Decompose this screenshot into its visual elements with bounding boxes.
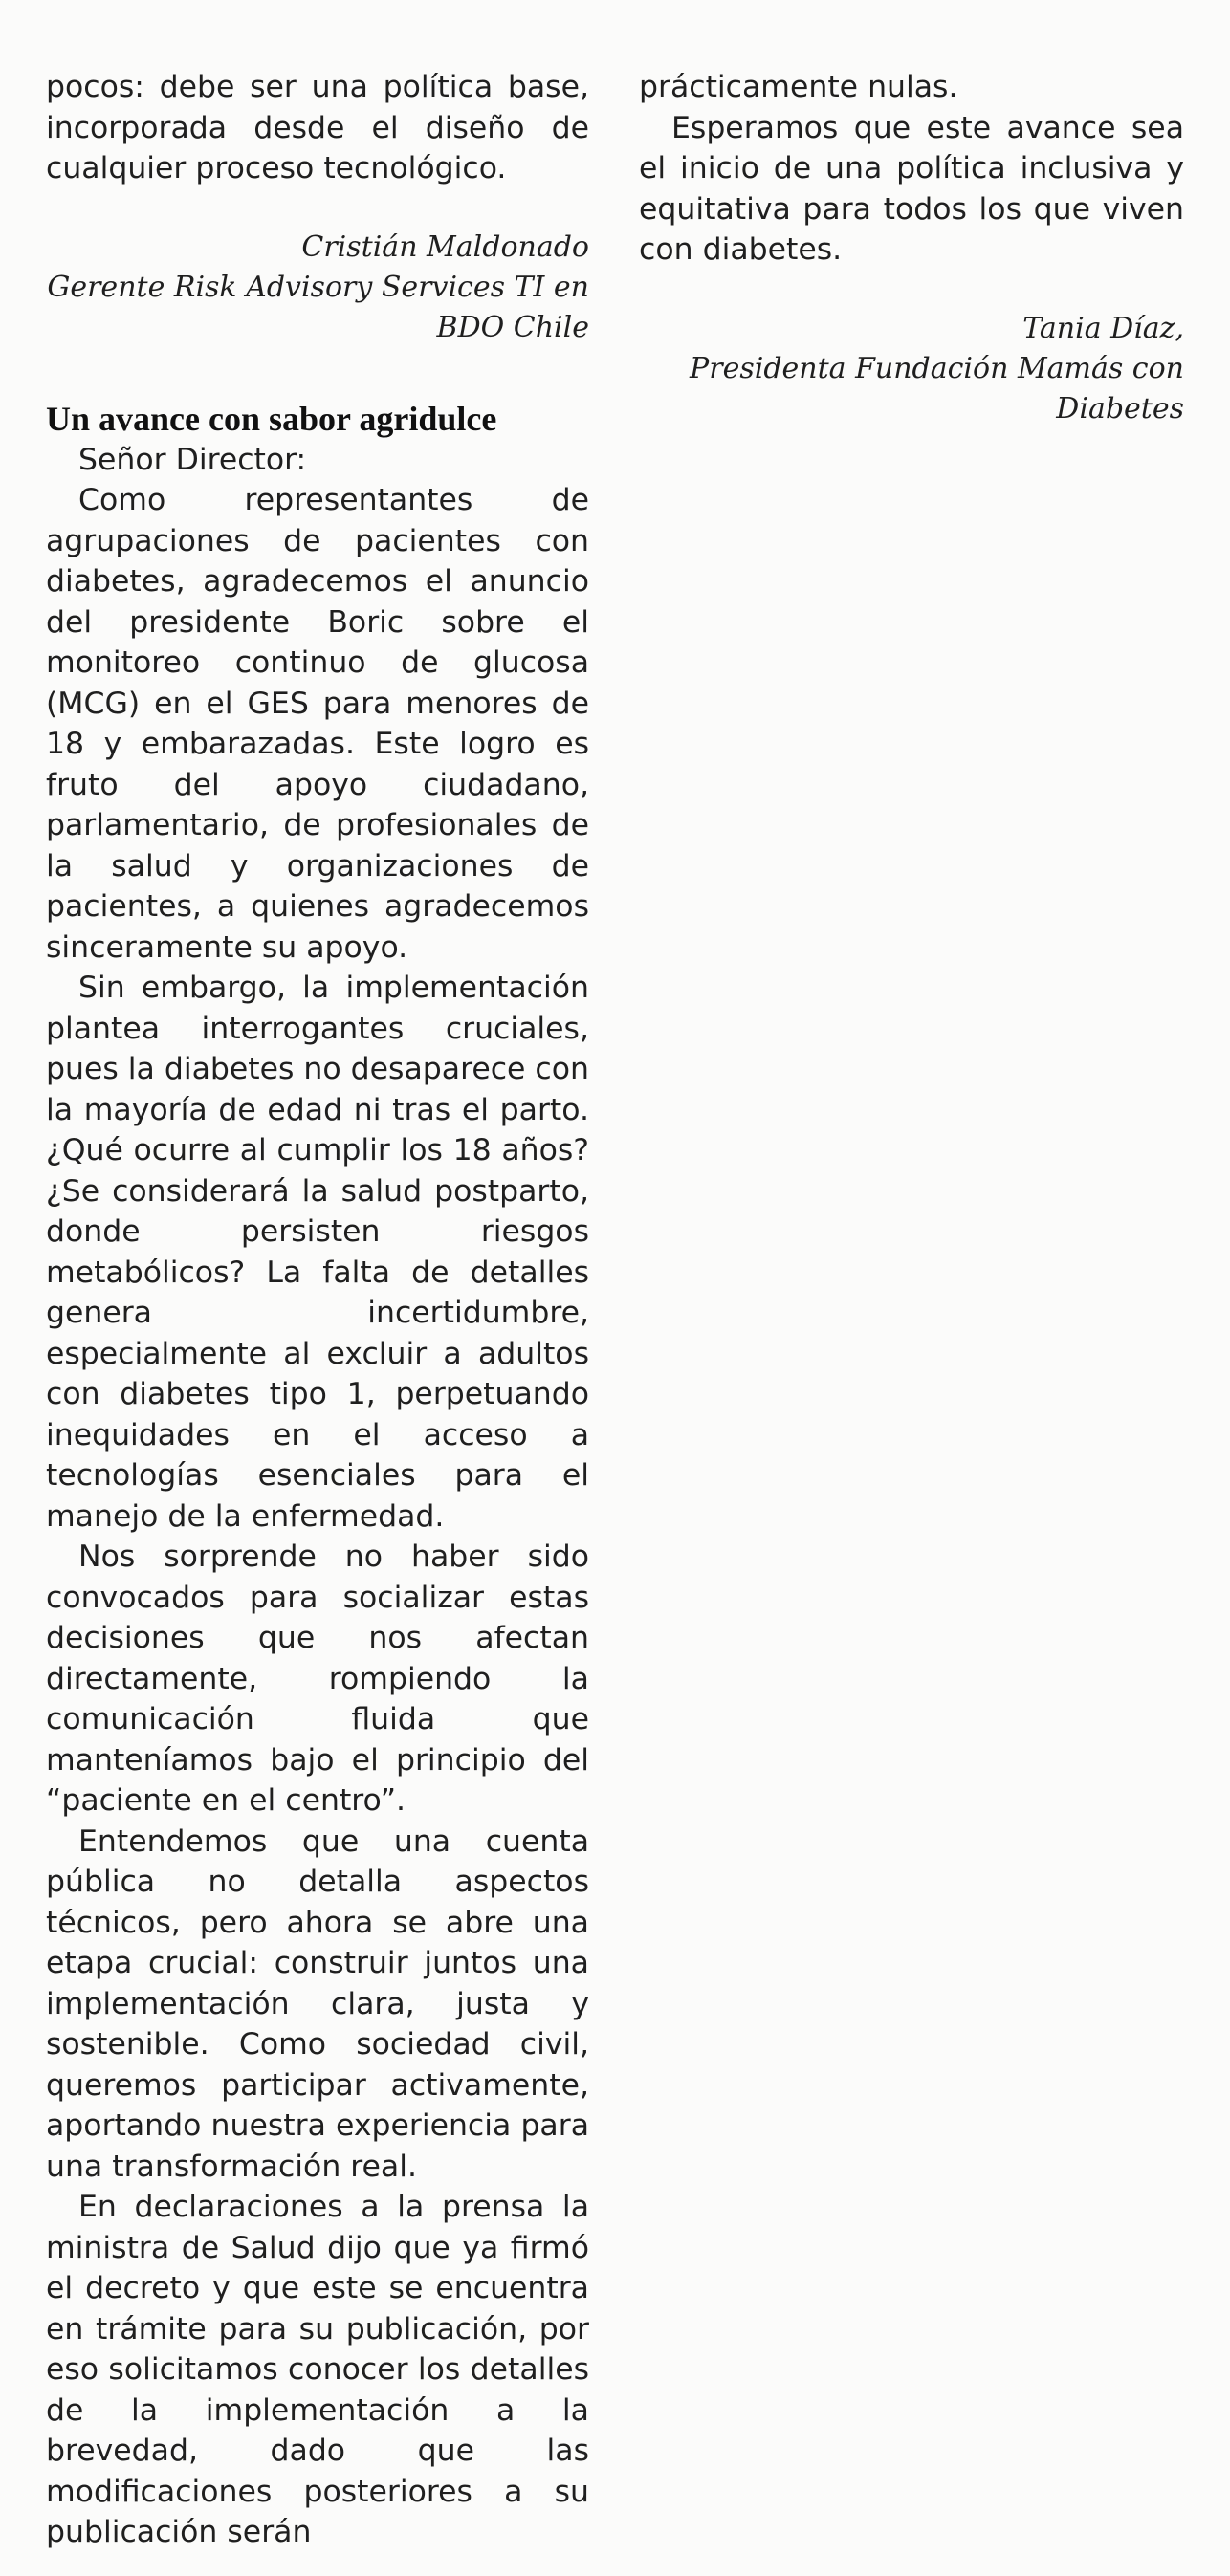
signature-title: Diabetes [1056, 391, 1184, 426]
letter-closing-paragraph: Esperamos que este avance sea el inicio de una política inclusiva y equitativa para todos los que viven con diabetes. [639, 110, 1184, 267]
previous-letter-tail: pocos: debe ser una política base, incorporada desde el diseño de cualquier proceso tecnológico. [46, 70, 589, 186]
letter-paragraph: Sin embargo, la implementación plantea interrogantes cruciales, pues la diabetes no desaparece con la mayoría de edad ni tras el parto. ¿Qué ocurre al cumplir los 18 años? ¿Se considerará la salud postparto, donde persisten riesgos metabólicos? La falta de detalles genera incertidumbre, especialmente al excluir a adultos con diabetes tipo 1, perpetuando inequidades en el acceso a tecnologías esenciales para el manejo de la enfermedad. [46, 971, 589, 1534]
letter-paragraph: Como representantes de agrupaciones de pacientes con diabetes, agradecemos el anuncio del presidente Boric sobre el monitoreo continuo de glucosa (MCG) en el GES para menores de 18 y embarazadas. Este logro es fruto del apoyo ciudadano, parlamentario, de profesionales de la salud y organizaciones de pacientes, a quienes agradecemos sinceramente su apoyo. [46, 483, 589, 965]
signature-title: BDO Chile [436, 310, 589, 344]
signature-name: Cristián Maldonado [301, 229, 589, 264]
letter-paragraph: Entendemos que una cuenta pública no detalla aspectos técnicos, pero ahora se abre una etapa crucial: construir juntos una implementación clara, justa y sostenible. Como sociedad civil, queremos participar activamente, aportando nuestra experiencia para una transformación real. [46, 1823, 589, 2184]
previous-letter-signature [46, 228, 589, 348]
letter-paragraph: En declaraciones a la prensa la ministra de Salud dijo que ya firmó el decreto y que este se encuentra en trámite para su publicación, por eso solicitamos conocer los detalles de la implementación a la brevedad, dado que las modificaciones posteriores a su publicación serán [46, 2190, 589, 2549]
letter-paragraph: Nos sorprende no haber sido convocados para socializar estas decisiones que nos afectan directamente, rompiendo la comunicación fluida que manteníamos bajo el principio del “paciente en el centro”. [46, 1539, 589, 1818]
letter-salutation: Señor Director: [78, 442, 307, 477]
letter-continuation: prácticamente nulas. [639, 70, 958, 104]
signature-name: Tania Díaz, [1022, 311, 1184, 345]
letter-headline: Un avance con sabor agridulce [46, 399, 497, 438]
right-column [639, 67, 1184, 429]
letter-signature [639, 309, 1184, 429]
left-column [46, 67, 589, 2553]
signature-title: Gerente Risk Advisory Services TI en [47, 270, 589, 304]
signature-title: Presidenta Fundación Mamás con [690, 351, 1184, 385]
